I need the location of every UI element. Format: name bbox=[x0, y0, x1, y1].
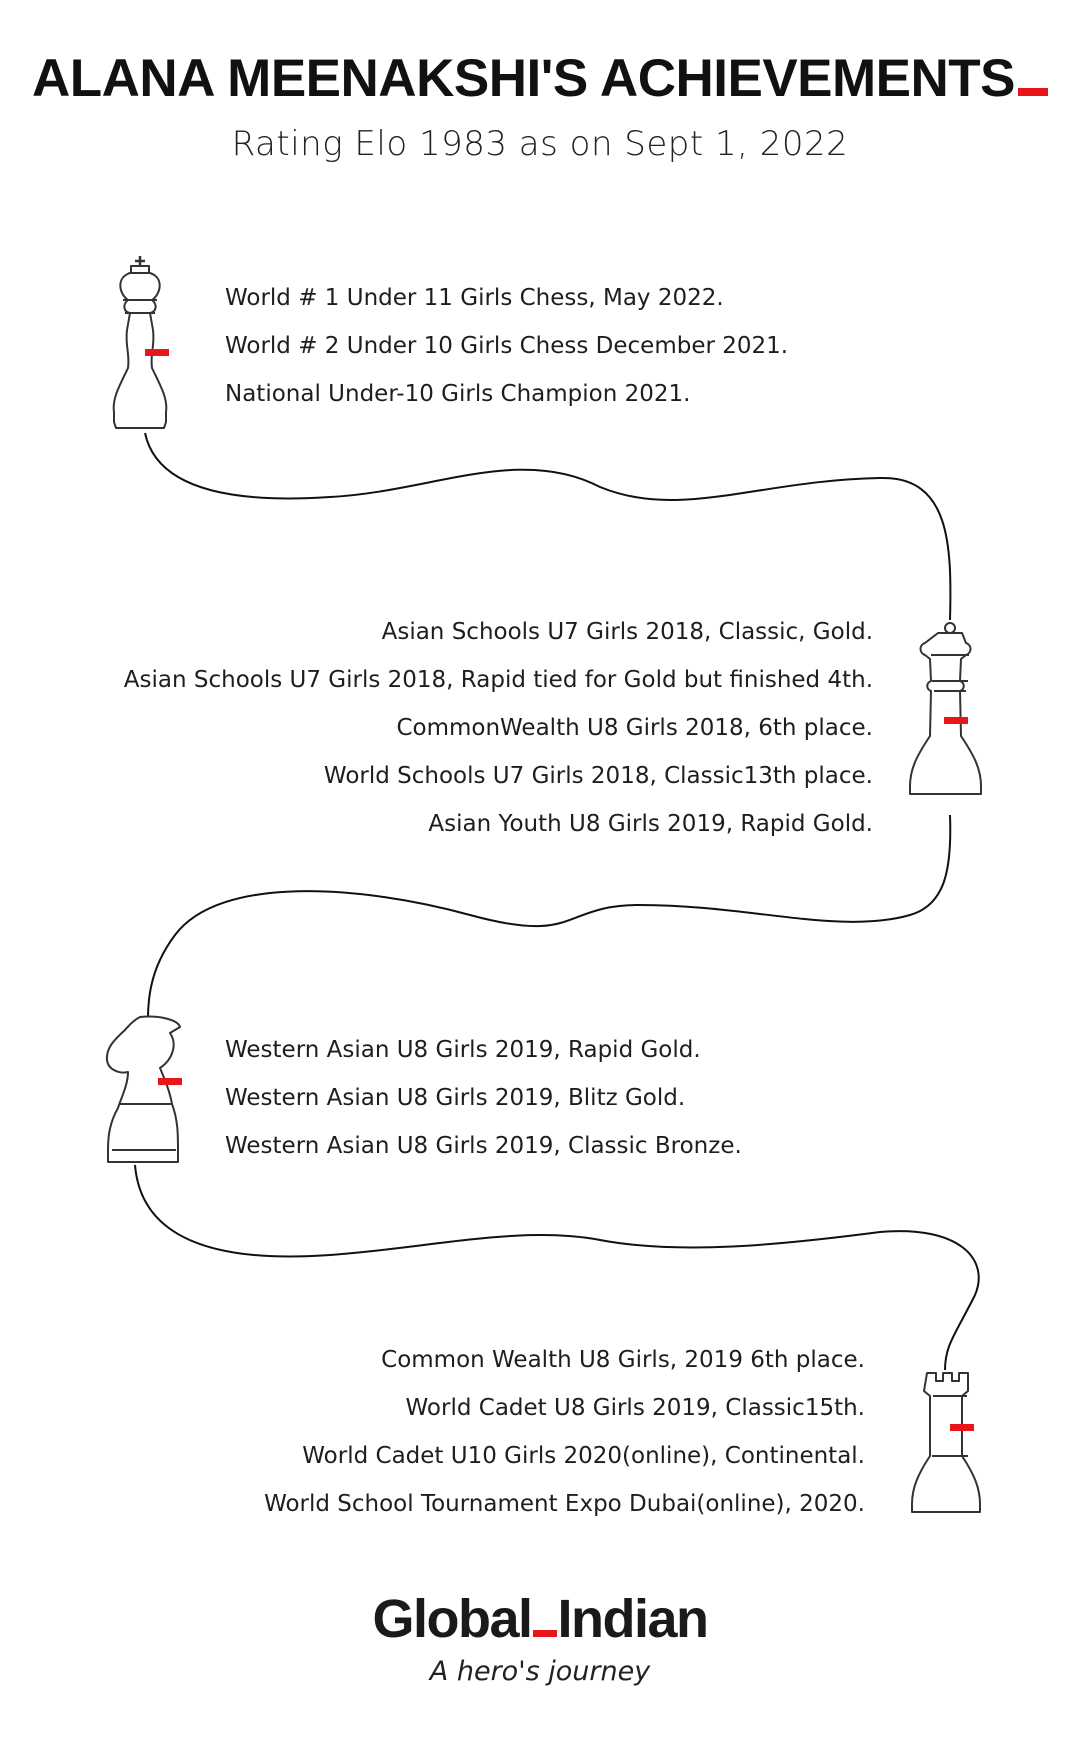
achievement-line: CommonWealth U8 Girls 2018, 6th place. bbox=[396, 715, 873, 741]
achievement-line: World Schools U7 Girls 2018, Classic13th place. bbox=[323, 763, 873, 789]
achievement-line: Western Asian U8 Girls 2019, Classic Bronze. bbox=[225, 1133, 742, 1159]
achievement-line: Asian Schools U7 Girls 2018, Classic, Gold. bbox=[381, 619, 873, 645]
page-subtitle: Rating Elo 1983 as on Sept 1, 2022 bbox=[231, 124, 849, 164]
achievement-line: World # 2 Under 10 Girls Chess December 2021. bbox=[225, 333, 789, 359]
achievement-line: World Cadet U8 Girls 2019, Classic15th. bbox=[405, 1395, 865, 1421]
brand-logo bbox=[0, 1588, 1080, 1650]
king-accent-bar bbox=[145, 349, 169, 356]
queen-accent-bar bbox=[944, 717, 968, 724]
rook-icon bbox=[912, 1373, 980, 1512]
achievement-line: National Under-10 Girls Champion 2021. bbox=[225, 381, 691, 407]
achievement-line: Asian Youth U8 Girls 2019, Rapid Gold. bbox=[428, 811, 873, 837]
milestone-group-queen bbox=[124, 608, 873, 848]
achievement-line: Western Asian U8 Girls 2019, Rapid Gold. bbox=[225, 1037, 701, 1063]
knight-accent-bar bbox=[158, 1078, 182, 1085]
milestone-group-knight bbox=[225, 1026, 742, 1170]
page-title-text: ALANA MEENAKSHI'S ACHIEVEMENTS bbox=[31, 49, 1016, 108]
king-icon bbox=[114, 256, 169, 428]
brand-accent-bar bbox=[533, 1630, 557, 1637]
brand-first: Global bbox=[372, 1589, 532, 1649]
queen-icon bbox=[910, 623, 981, 794]
knight-icon bbox=[107, 1017, 182, 1162]
achievement-line: Asian Schools U7 Girls 2018, Rapid tied for Gold but finished 4th. bbox=[123, 667, 873, 693]
journey-path-segment bbox=[148, 815, 950, 1038]
milestone-group-rook bbox=[264, 1336, 865, 1528]
journey-path-segment bbox=[145, 433, 950, 620]
achievement-line: World Cadet U10 Girls 2020(online), Continental. bbox=[302, 1443, 865, 1469]
achievement-line: World School Tournament Expo Dubai(online), 2020. bbox=[264, 1491, 865, 1517]
achievement-line: Western Asian U8 Girls 2019, Blitz Gold. bbox=[225, 1085, 686, 1111]
brand-tagline: A hero's journey bbox=[429, 1656, 651, 1687]
achievement-line: World # 1 Under 11 Girls Chess, May 2022. bbox=[225, 285, 724, 311]
brand-second: Indian bbox=[557, 1589, 708, 1649]
rook-accent-bar bbox=[950, 1424, 974, 1431]
achievement-line: Common Wealth U8 Girls, 2019 6th place. bbox=[381, 1347, 865, 1373]
milestone-group-king bbox=[225, 274, 788, 418]
